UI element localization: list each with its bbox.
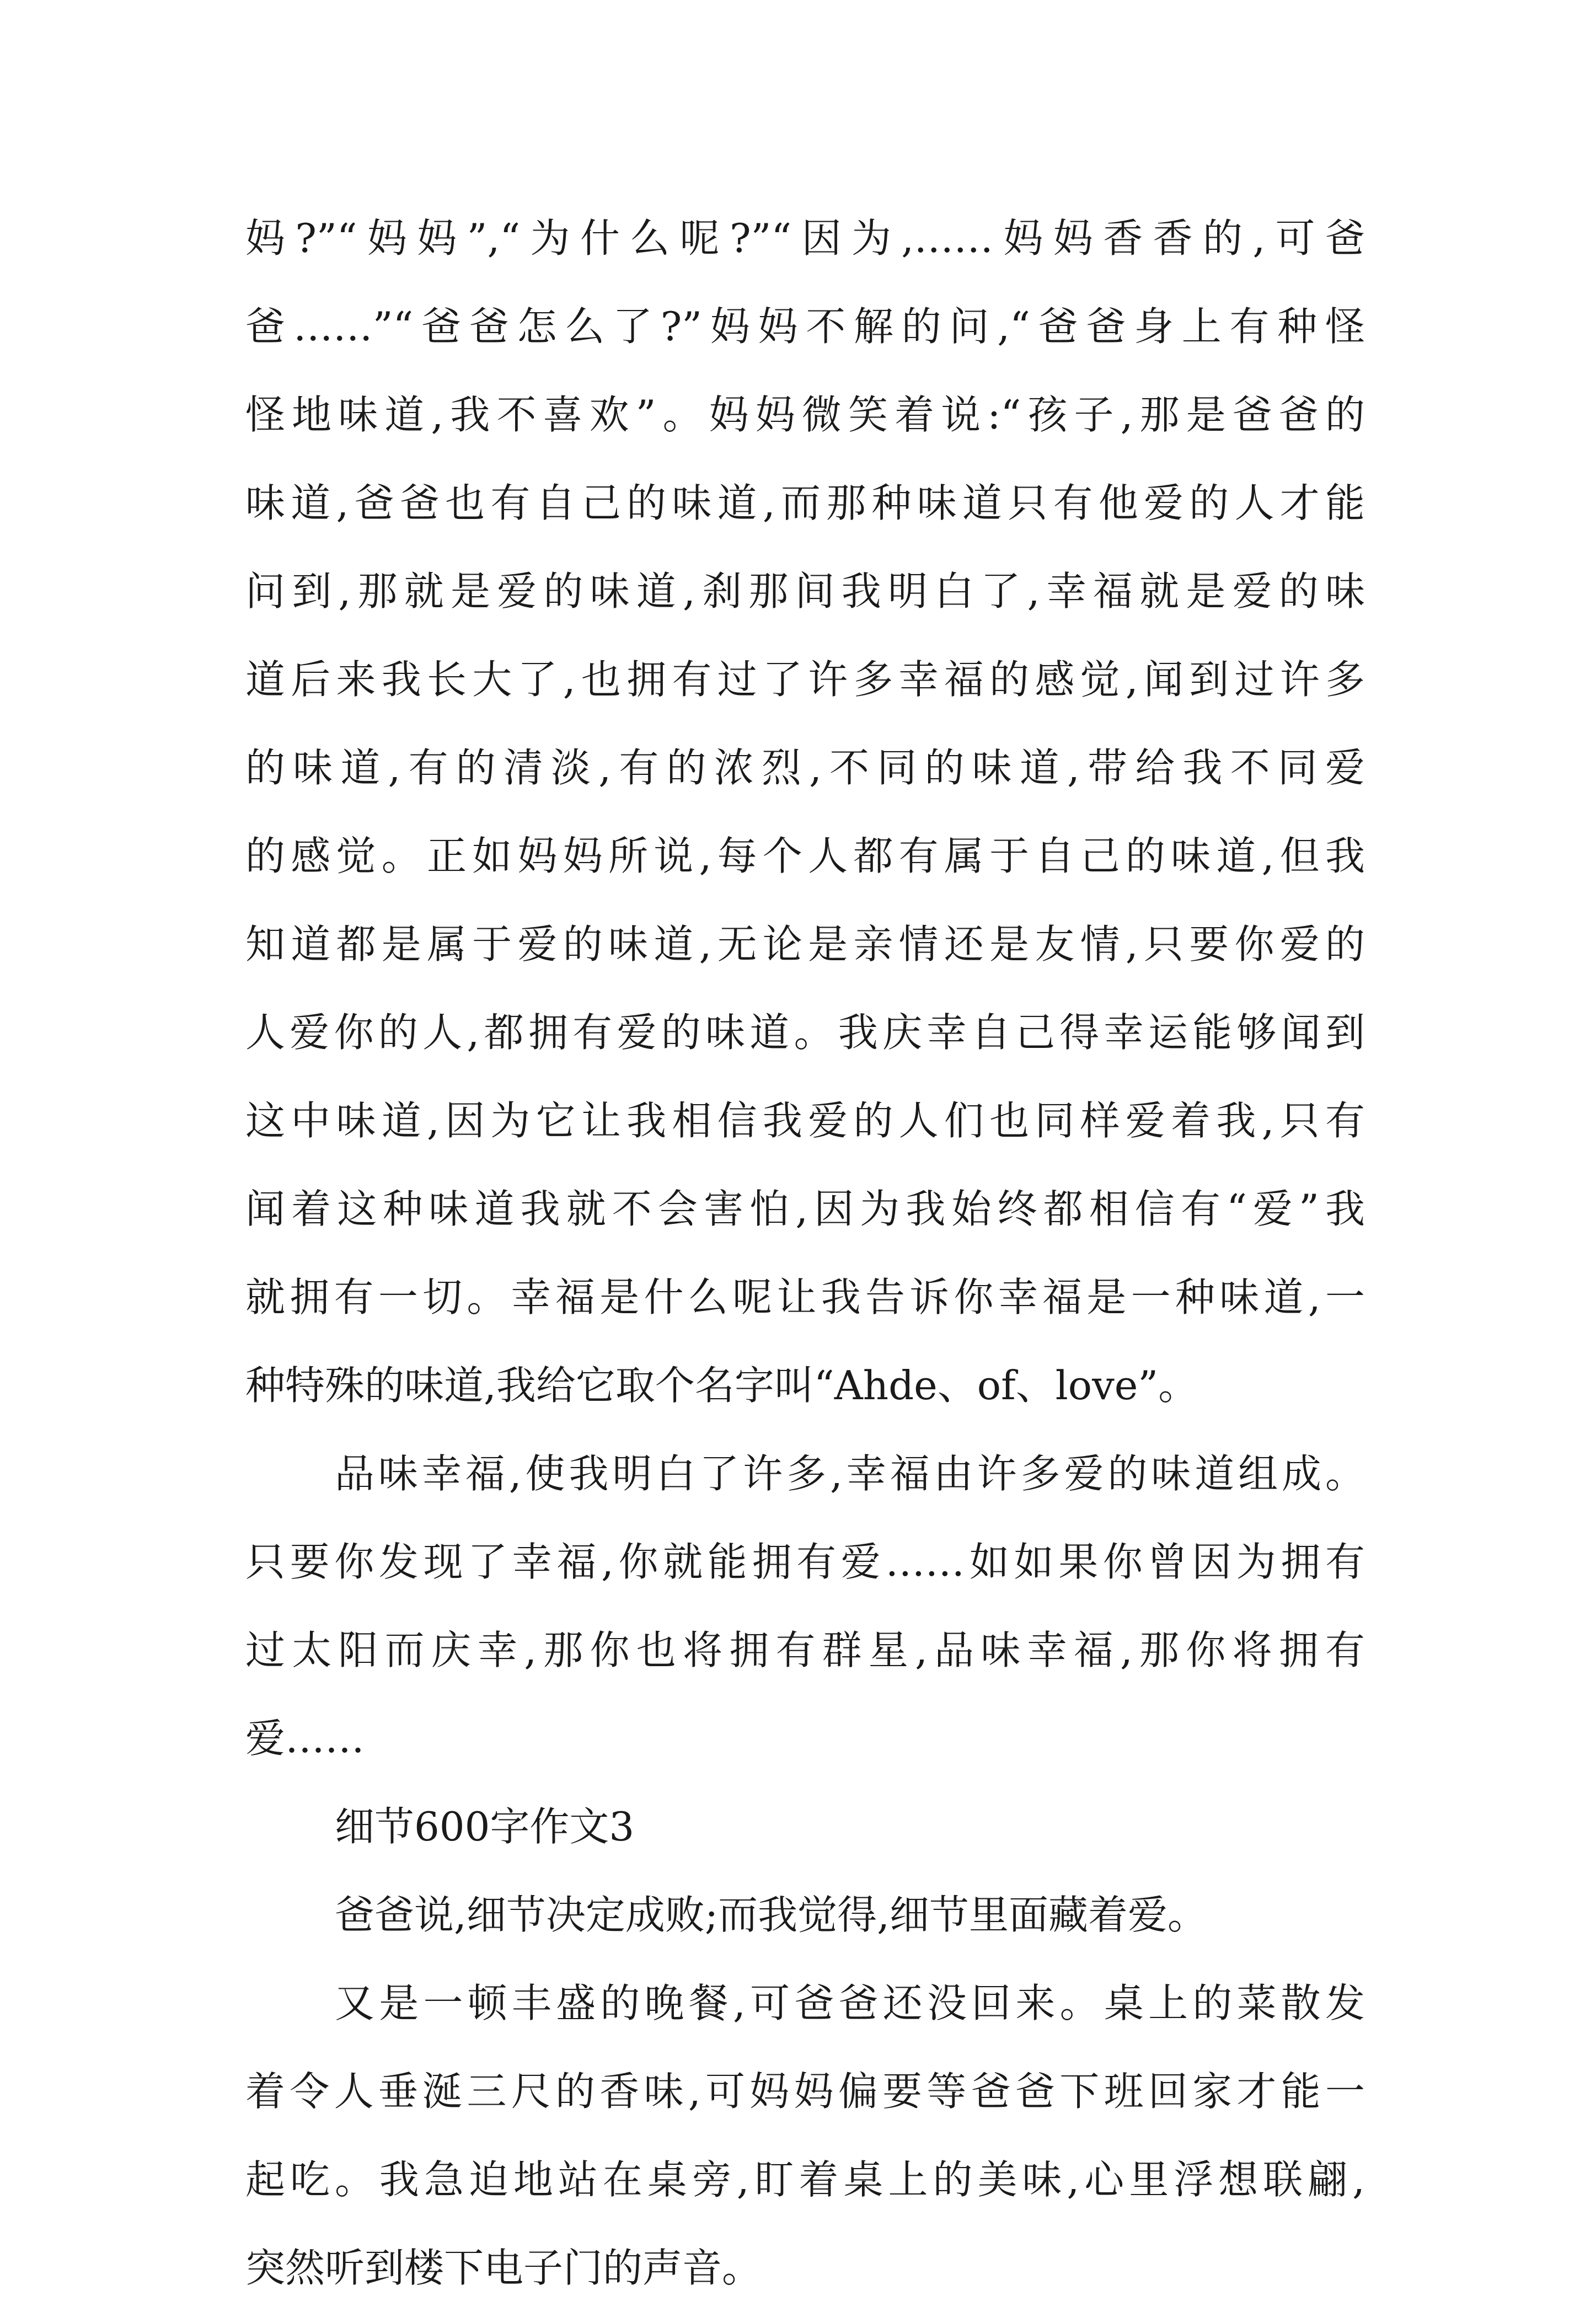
text-line: 知道都是属于爱的味道,无论是亲情还是友情,只要你爱的 [245, 921, 1365, 967]
section-heading: 细节600字作文3 [335, 1803, 635, 1850]
paragraph-first-line: 品味幸福,使我明白了许多,幸福由许多爱的味道组成。 [335, 1451, 1365, 1497]
text-line: 突然听到楼下电子门的声音。 [245, 2245, 762, 2291]
paragraph-first-line: 又是一顿丰盛的晚餐,可爸爸还没回来。桌上的菜散发 [335, 1980, 1365, 2026]
text-line: 爱…… [245, 1715, 365, 1762]
text-line: 的味道,有的清淡,有的浓烈,不同的味道,带给我不同爱 [245, 745, 1365, 791]
text-line: 这中味道,因为它让我相信我爱的人们也同样爱着我,只有 [245, 1098, 1365, 1144]
text-line: 着令人垂涎三尺的香味,可妈妈偏要等爸爸下班回家才能一 [245, 2068, 1365, 2115]
text-line: 种特殊的味道,我给它取个名字叫“Ahde、of、love”。 [245, 1362, 1198, 1409]
text-line: 就拥有一切。幸福是什么呢让我告诉你幸福是一种味道,一 [245, 1274, 1365, 1320]
text-line: 怪地味道,我不喜欢”。妈妈微笑着说:“孩子,那是爸爸的 [245, 392, 1365, 438]
text-line: 的感觉。正如妈妈所说,每个人都有属于自己的味道,但我 [245, 833, 1365, 879]
text-line: 爸……”“爸爸怎么了?”妈妈不解的问,“爸爸身上有种怪 [245, 303, 1365, 350]
text-line: 只要你发现了幸福,你就能拥有爱……如如果你曾因为拥有 [245, 1539, 1365, 1585]
text-line: 过太阳而庆幸,那你也将拥有群星,品味幸福,那你将拥有 [245, 1627, 1365, 1673]
text-line: 味道,爸爸也有自己的味道,而那种味道只有他爱的人才能 [245, 480, 1365, 526]
text-line: 人爱你的人,都拥有爱的味道。我庆幸自己得幸运能够闻到 [245, 1009, 1365, 1056]
document-body [245, 194, 1365, 2312]
text-line: 妈?”“妈妈”,“为什么呢?”“因为,……妈妈香香的,可爸 [245, 215, 1365, 261]
text-line: 问到,那就是爱的味道,刹那间我明白了,幸福就是爱的味 [245, 568, 1365, 614]
text-line: 起吃。我急迫地站在桌旁,盯着桌上的美味,心里浮想联翩, [245, 2156, 1365, 2203]
text-line: 道后来我长大了,也拥有过了许多幸福的感觉,闻到过许多 [245, 656, 1365, 703]
paragraph-first-line: 爸爸说,细节决定成败;而我觉得,细节里面藏着爱。 [335, 1892, 1208, 1938]
text-line: 闻着这种味道我就不会害怕,因为我始终都相信有“爱”我 [245, 1186, 1365, 1232]
